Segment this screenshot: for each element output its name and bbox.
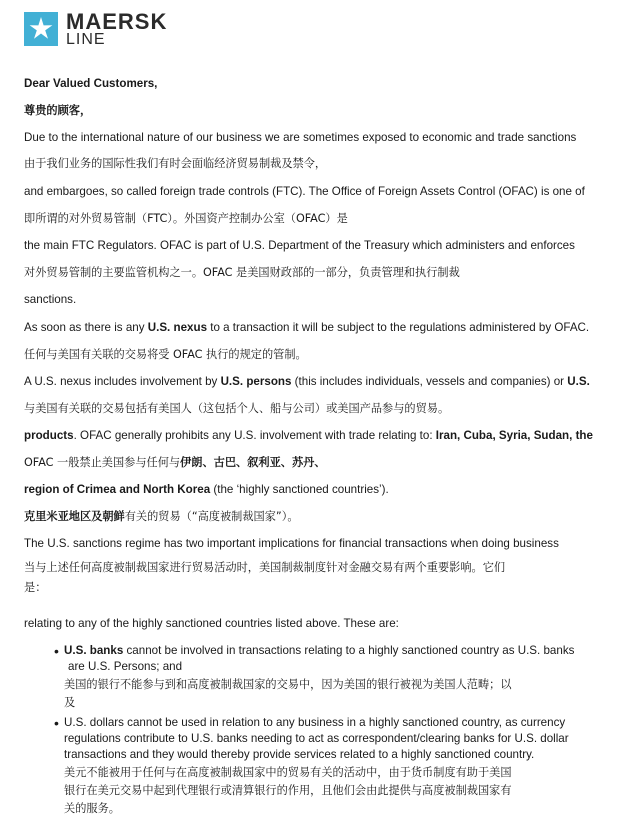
- paragraph-line-cn: 当与上述任何高度被制裁国家进行贸易活动时，美国制裁制度针对金融交易有两个重要影响。它们: [24, 561, 506, 574]
- bullet-line: transactions and they would thereby provide services related to a highly sanctioned country.: [64, 748, 535, 761]
- bullet-line: U.S. banks cannot be involved in transactions relating to a highly sanctioned country as U.S. banks: [64, 644, 575, 657]
- paragraph-line: The U.S. sanctions regime has two important implications for financial transactions when doing business: [24, 537, 559, 550]
- bullet-dot: •: [54, 643, 59, 659]
- paragraph-line: As soon as there is any U.S. nexus to a transaction it will be subject to the regulations administered by OFAC.: [24, 321, 590, 334]
- salutation-en: Dear Valued Customers,: [24, 77, 158, 90]
- bullet-line: regulations contribute to U.S. banks needing to act as correspondent/clearing banks for U.S. dollar: [64, 732, 569, 745]
- salutation-cn: 尊贵的顾客，: [24, 104, 92, 117]
- paragraph-line-cn: 是：: [24, 581, 47, 594]
- bullet-line-cn: 关的服务。: [64, 802, 120, 815]
- maersk-logo: [24, 8, 168, 48]
- paragraph-line-cn: OFAC 一般禁止美国参与任何与伊朗、古巴、叙利亚、苏丹、: [24, 456, 326, 469]
- star-icon: [24, 12, 58, 46]
- paragraph-line-cn: 即所谓的对外贸易管制（FTC）。外国资产控制办公室（OFAC）是: [24, 212, 348, 225]
- paragraph-line: A U.S. nexus includes involvement by U.S. persons (this includes individuals, vessels and companies) or U.S.: [24, 375, 590, 388]
- paragraph-line: relating to any of the highly sanctioned countries listed above. These are:: [24, 617, 399, 630]
- paragraph-line: and embargoes, so called foreign trade controls (FTC). The Office of Foreign Assets Control (OFAC) is one of: [24, 185, 585, 198]
- paragraph-line-cn: 与美国有关联的交易包括有美国人（这包括个人、船与公司）或美国产品参与的贸易。: [24, 402, 450, 415]
- bullet-line-cn: 及: [64, 696, 76, 709]
- bullet-line-cn: 美元不能被用于任何与在高度被制裁国家中的贸易有关的活动中，由于货币制度有助于美国: [64, 766, 512, 779]
- paragraph-line: the main FTC Regulators. OFAC is part of U.S. Department of the Treasury which administers and enforces: [24, 239, 575, 252]
- bullet-line: U.S. dollars cannot be used in relation to any business in a highly sanctioned country, as currency: [64, 716, 566, 729]
- logo-word-line: LINE: [66, 30, 106, 48]
- bullet-line-cn: 银行在美元交易中起到代理银行或清算银行的作用，且他们会由此提供与高度被制裁国家有: [64, 784, 512, 797]
- paragraph-line: products. OFAC generally prohibits any U.S. involvement with trade relating to: Iran, Cuba, Syria, Sudan, the: [24, 429, 593, 442]
- bullet-line: are U.S. Persons; and: [68, 660, 183, 673]
- bullet-line-cn: 美国的银行不能参与到和高度被制裁国家的交易中，因为美国的银行被视为美国人范畴；以: [64, 678, 512, 691]
- paragraph-line-cn: 对外贸易管制的主要监管机构之一。OFAC 是美国财政部的一部分，负责管理和执行制裁: [24, 266, 460, 279]
- paragraph-line-cn: 由于我们业务的国际性我们有时会面临经济贸易制裁及禁令，: [24, 157, 327, 170]
- paragraph-line: region of Crimea and North Korea (the ‘highly sanctioned countries’).: [24, 483, 389, 496]
- paragraph-line-cn: 任何与美国有关联的交易将受 OFAC 执行的规定的管制。: [24, 348, 307, 361]
- paragraph-line: Due to the international nature of our business we are sometimes exposed to economic and trade sanctions: [24, 131, 577, 144]
- paragraph-line-cn: 克里米亚地区及朝鲜有关的贸易（“高度被制裁国家”）。: [24, 510, 299, 523]
- logo-word-maersk: MAERSK: [66, 8, 168, 34]
- paragraph-line: sanctions.: [24, 293, 77, 306]
- bullet-dot: •: [54, 715, 59, 731]
